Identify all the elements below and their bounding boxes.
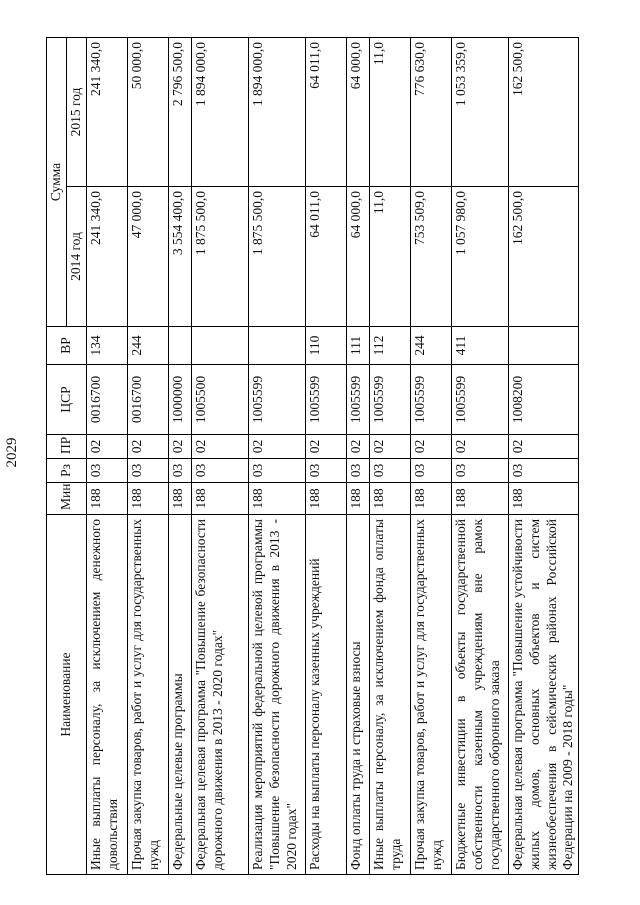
row-2015: 162 500,0 bbox=[508, 37, 579, 186]
row-csr: 1005599 bbox=[346, 365, 369, 435]
row-name: Реализация мероприятий федеральной целевой программы "Повышение безопасности дорожного движения в 2013 - 2020 годах" bbox=[248, 515, 305, 875]
row-2014: 47 000,0 bbox=[127, 187, 168, 327]
table-row bbox=[410, 37, 451, 874]
row-csr: 1005599 bbox=[410, 365, 451, 435]
table-row bbox=[86, 37, 127, 874]
row-rz: 03 bbox=[369, 459, 410, 483]
row-rz: 03 bbox=[410, 459, 451, 483]
table-row bbox=[369, 37, 410, 874]
row-min: 188 bbox=[305, 483, 346, 515]
row-rz: 03 bbox=[127, 459, 168, 483]
table-row bbox=[346, 37, 369, 874]
row-pr: 02 bbox=[451, 435, 508, 459]
row-csr: 1005599 bbox=[248, 365, 305, 435]
row-min: 188 bbox=[191, 483, 248, 515]
row-2015: 11,0 bbox=[369, 37, 410, 186]
row-min: 188 bbox=[508, 483, 579, 515]
row-2014: 1 057 980,0 bbox=[451, 187, 508, 327]
row-name: Иные выплаты персоналу, за исключением денежного довольствия bbox=[86, 515, 127, 875]
row-rz: 03 bbox=[305, 459, 346, 483]
row-vr: 111 bbox=[346, 327, 369, 365]
table-row bbox=[305, 37, 346, 874]
header-csr: ЦСР bbox=[47, 365, 87, 435]
header-sum: Сумма bbox=[47, 37, 67, 326]
row-pr: 02 bbox=[168, 435, 191, 459]
header-2014: 2014 год bbox=[66, 187, 86, 327]
row-pr: 02 bbox=[86, 435, 127, 459]
row-csr: 1008200 bbox=[508, 365, 579, 435]
row-2014: 1 875 500,0 bbox=[248, 187, 305, 327]
table-row bbox=[191, 37, 248, 874]
row-pr: 02 bbox=[508, 435, 579, 459]
row-csr: 1005599 bbox=[451, 365, 508, 435]
row-pr: 02 bbox=[127, 435, 168, 459]
row-name: Федеральная целевая программа "Повышение безопасности дорожного движения в 2013 - 2020 годах" bbox=[191, 515, 248, 875]
row-csr: 1005599 bbox=[369, 365, 410, 435]
row-vr: 110 bbox=[305, 327, 346, 365]
row-csr: 1000000 bbox=[168, 365, 191, 435]
row-vr bbox=[168, 327, 191, 365]
table-row bbox=[127, 37, 168, 874]
row-2014: 64 000,0 bbox=[346, 187, 369, 327]
row-rz: 03 bbox=[191, 459, 248, 483]
row-rz: 03 bbox=[451, 459, 508, 483]
row-vr bbox=[248, 327, 305, 365]
row-2015: 1 894 000,0 bbox=[248, 37, 305, 186]
row-name: Фонд оплаты труда и страховые взносы bbox=[346, 515, 369, 875]
row-min: 188 bbox=[248, 483, 305, 515]
row-rz: 03 bbox=[168, 459, 191, 483]
row-2015: 1 894 000,0 bbox=[191, 37, 248, 186]
row-min: 188 bbox=[410, 483, 451, 515]
row-2014: 3 554 400,0 bbox=[168, 187, 191, 327]
row-vr: 112 bbox=[369, 327, 410, 365]
table-row bbox=[168, 37, 191, 874]
row-rz: 03 bbox=[508, 459, 579, 483]
table-row bbox=[248, 37, 305, 874]
row-csr: 1005500 bbox=[191, 365, 248, 435]
row-min: 188 bbox=[127, 483, 168, 515]
row-vr: 244 bbox=[410, 327, 451, 365]
row-csr: 0016700 bbox=[86, 365, 127, 435]
row-2015: 2 796 500,0 bbox=[168, 37, 191, 186]
header-rz: Рз bbox=[47, 459, 87, 483]
row-rz: 03 bbox=[248, 459, 305, 483]
row-vr bbox=[508, 327, 579, 365]
row-2014: 162 500,0 bbox=[508, 187, 579, 327]
header-2015: 2015 год bbox=[66, 37, 86, 186]
row-vr: 244 bbox=[127, 327, 168, 365]
row-min: 188 bbox=[451, 483, 508, 515]
row-pr: 02 bbox=[369, 435, 410, 459]
row-pr: 02 bbox=[305, 435, 346, 459]
row-pr: 02 bbox=[410, 435, 451, 459]
header-name: Наименование bbox=[47, 515, 87, 875]
row-2014: 1 875 500,0 bbox=[191, 187, 248, 327]
row-csr: 0016700 bbox=[127, 365, 168, 435]
header-row bbox=[47, 37, 67, 874]
row-2015: 1 053 359,0 bbox=[451, 37, 508, 186]
row-name: Прочая закупка товаров, работ и услуг для государственных нужд bbox=[127, 515, 168, 875]
row-2014: 64 011,0 bbox=[305, 187, 346, 327]
row-vr: 411 bbox=[451, 327, 508, 365]
table-row bbox=[451, 37, 508, 874]
row-min: 188 bbox=[369, 483, 410, 515]
row-pr: 02 bbox=[191, 435, 248, 459]
row-name: Расходы на выплаты персоналу казенных учреждений bbox=[305, 515, 346, 875]
row-vr: 134 bbox=[86, 327, 127, 365]
header-min: Мин bbox=[47, 483, 87, 515]
table-row bbox=[508, 37, 579, 874]
row-2015: 776 630,0 bbox=[410, 37, 451, 186]
row-csr: 1005599 bbox=[305, 365, 346, 435]
row-2014: 753 509,0 bbox=[410, 187, 451, 327]
row-2015: 64 000,0 bbox=[346, 37, 369, 186]
row-name: Прочая закупка товаров, работ и услуг для государственных нужд bbox=[410, 515, 451, 875]
row-2015: 64 011,0 bbox=[305, 37, 346, 186]
row-name: Иные выплаты персоналу, за исключением фонда оплаты труда bbox=[369, 515, 410, 875]
row-rz: 03 bbox=[86, 459, 127, 483]
row-2014: 241 340,0 bbox=[86, 187, 127, 327]
row-min: 188 bbox=[86, 483, 127, 515]
page-number: 2029 bbox=[4, 437, 20, 468]
row-rz: 03 bbox=[346, 459, 369, 483]
row-2015: 241 340,0 bbox=[86, 37, 127, 186]
row-vr bbox=[191, 327, 248, 365]
row-pr: 02 bbox=[346, 435, 369, 459]
row-pr: 02 bbox=[248, 435, 305, 459]
row-name: Федеральная целевая программа "Повышение устойчивости жилых домов, основных объектов и систем жизнеобеспечения в сейсмических районах Российской Федерации на 2009 - 2018 годы" bbox=[508, 515, 579, 875]
header-pr: ПР bbox=[47, 435, 87, 459]
budget-table bbox=[46, 37, 579, 875]
row-name: Бюджетные инвестиции в объекты государственной собственности казенным учреждениям вне рамок государственного оборонного заказа bbox=[451, 515, 508, 875]
row-name: Федеральные целевые программы bbox=[168, 515, 191, 875]
row-2015: 50 000,0 bbox=[127, 37, 168, 186]
header-vr: ВР bbox=[47, 327, 87, 365]
row-min: 188 bbox=[346, 483, 369, 515]
row-min: 188 bbox=[168, 483, 191, 515]
row-2014: 11,0 bbox=[369, 187, 410, 327]
